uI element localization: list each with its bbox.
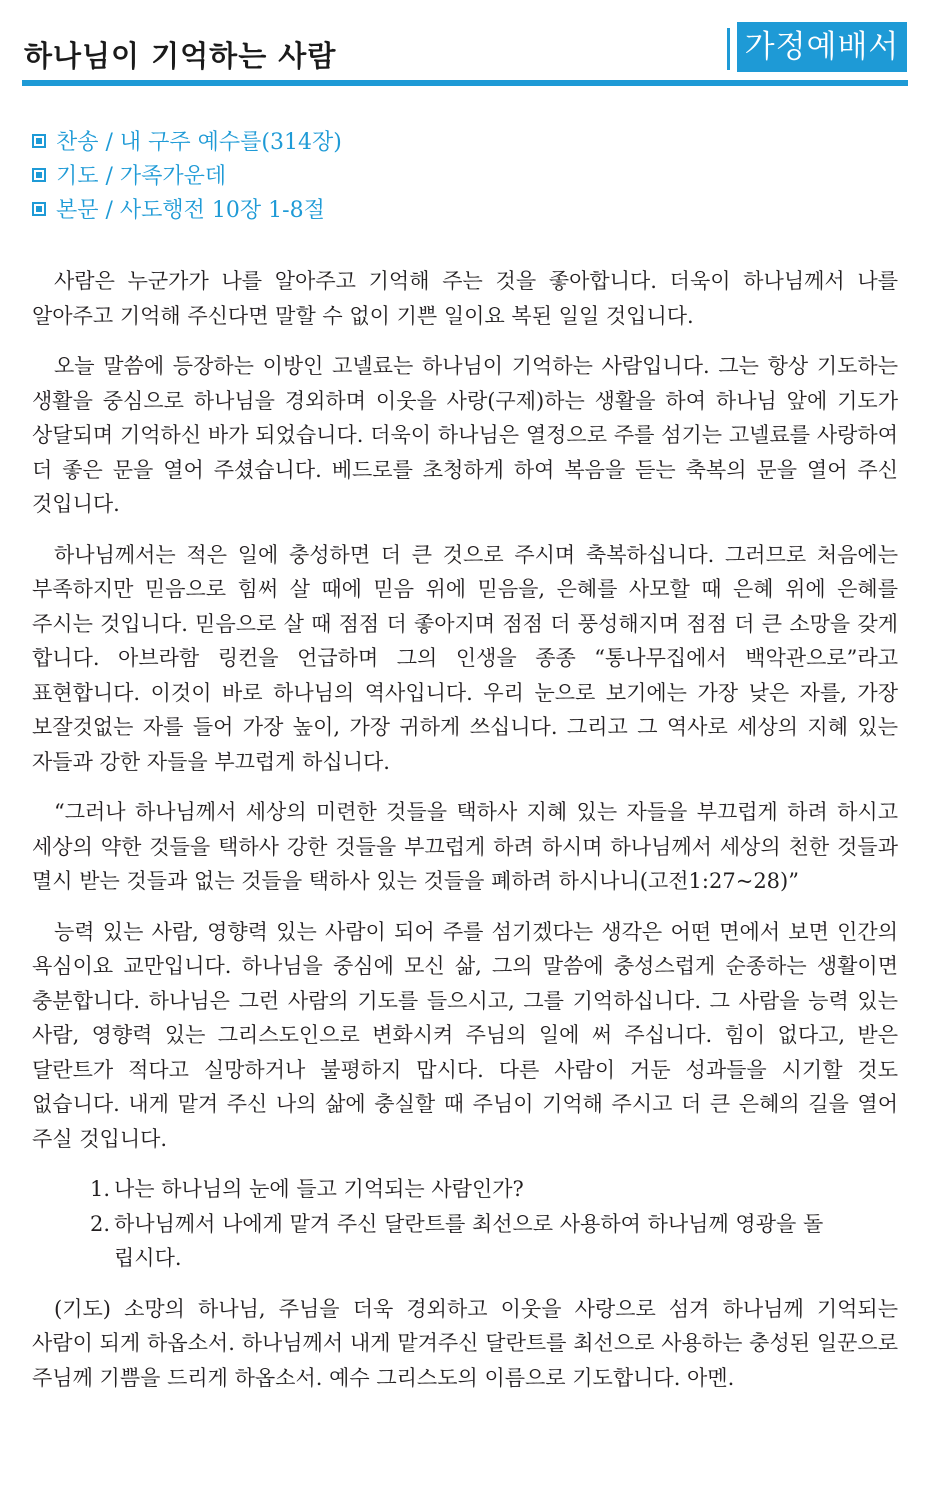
reflection-questions bbox=[90, 1172, 830, 1276]
square-bullet-icon bbox=[32, 168, 46, 182]
header-rule bbox=[22, 80, 908, 86]
page-title: 하나님이 기억하는 사람 bbox=[24, 39, 337, 73]
hymn-label: 찬송 / 내 구주 예수를(314장) bbox=[56, 130, 342, 155]
question-item bbox=[90, 1207, 830, 1276]
question-number: 2. bbox=[90, 1211, 111, 1236]
question-number: 1. bbox=[90, 1177, 111, 1201]
closing-prayer: (기도) 소망의 하나님, 주님을 더욱 경외하고 이웃을 사랑으로 섬겨 하나님께 기억되는 사람이 되게 하옵소서. 하나님께서 내게 맡겨주신 달란트를 최선으로 사용하는 충성된 일꾼으로 주님께 기쁨을 드리게 하옵소서. 예수 그리스도의 이름으로 기도합니다. 아멘. bbox=[32, 1296, 898, 1390]
square-bullet-icon bbox=[32, 134, 46, 148]
scripture-item bbox=[32, 194, 732, 228]
paragraph-quote: “그러나 하나님께서 세상의 미련한 것들을 택하사 지혜 있는 자들을 부끄럽게 하려 하시고 세상의 약한 것들을 택하사 강한 것들을 부끄럽게 하려 하시며 하나님께서 세상의 천한 것들과 멸시 받는 것들과 없는 것들을 택하사 있는 것들을 폐하려 하시나니(고전1:27~28)” bbox=[32, 800, 898, 893]
paragraph-faithfulness: 하나님께서는 적은 일에 충성하면 더 큰 것으로 주시며 축복하십니다. 그러므로 처음에는 부족하지만 믿음으로 힘써 살 때에 믿음 위에 믿음을, 은혜를 사모할 때 은혜 위에 은혜를 주시는 것입니다. 믿음으로 살 때 점점 더 좋아지며 점점 더 풍성해지며 점점 더 큰 소망을 갖게 합니다. 아브라함 링컨을 언급하며 그의 인생을 종종 “통나무집에서 백악관으로”라고 표현합니다. 이것이 바로 하나님의 역사입니다. 우리 눈으로 보기에는 가장 낮은 자를, 가장 보잘것없는 자를 들어 가장 높이, 가장 귀하게 쓰십니다. 그리고 그 역사로 세상의 지혜 있는 자들과 강한 자들을 부끄럽게 하십니다. bbox=[32, 542, 898, 774]
scripture-label: 본문 / 사도행전 10장 1-8절 bbox=[56, 198, 325, 223]
service-order bbox=[32, 126, 732, 228]
question-text: 하나님께서 나에게 맡겨 주신 달란트를 최선으로 사용하여 하나님께 영광을 돌립시다. bbox=[114, 1211, 824, 1270]
section-badge: 가정예배서 bbox=[737, 22, 907, 72]
question-text: 나는 하나님의 눈에 들고 기억되는 사람인가? bbox=[114, 1177, 524, 1201]
sermon-body bbox=[32, 264, 898, 1411]
prayer-label: 기도 / 가족가운데 bbox=[56, 164, 227, 189]
paragraph-cornelius: 오늘 말씀에 등장하는 이방인 고넬료는 하나님이 기억하는 사람입니다. 그는 항상 기도하는 생활을 중심으로 하나님을 경외하며 이웃을 사랑(구제)하는 생활을 하여 하나님 앞에 기도가 상달되며 기억하신 바가 되었습니다. 더욱이 하나님은 열정으로 주를 섬기는 고넬료를 사랑하여 더 좋은 문을 열어 주셨습니다. 베드로를 초청하게 하여 복음을 듣는 축복의 문을 열어 주신 것입니다. bbox=[32, 354, 898, 516]
hymn-item bbox=[32, 126, 732, 160]
paragraph-conclusion: 능력 있는 사람, 영향력 있는 사람이 되어 주를 섬기겠다는 생각은 어떤 면에서 보면 인간의 욕심이요 교만입니다. 하나님을 중심에 모신 삶, 그의 말씀에 충성스럽게 순종하는 생활이면 충분합니다. 하나님은 그런 사람의 기도를 들으시고, 그를 기억하십니다. 그 사람을 능력 있는 사람, 영향력 있는 그리스도인으로 변화시켜 주님의 일에 써 주십니다. 힘이 없다고, 받은 달란트가 적다고 실망하거나 불평하지 맙시다. 다른 사람이 거둔 성과들을 시기할 것도 없습니다. 내게 맡겨 주신 나의 삶에 충실할 때 주님이 기억해 주시고 더 큰 은혜의 길을 열어 주실 것입니다. bbox=[32, 919, 898, 1151]
square-bullet-icon bbox=[32, 202, 46, 216]
question-item bbox=[90, 1172, 830, 1207]
prayer-item bbox=[32, 160, 732, 194]
header-divider bbox=[727, 28, 730, 70]
page-header bbox=[0, 0, 926, 90]
paragraph-intro: 사람은 누군가가 나를 알아주고 기억해 주는 것을 좋아합니다. 더욱이 하나님께서 나를 알아주고 기억해 주신다면 말할 수 없이 기쁜 일이요 복된 일일 것입니다. bbox=[32, 269, 898, 328]
